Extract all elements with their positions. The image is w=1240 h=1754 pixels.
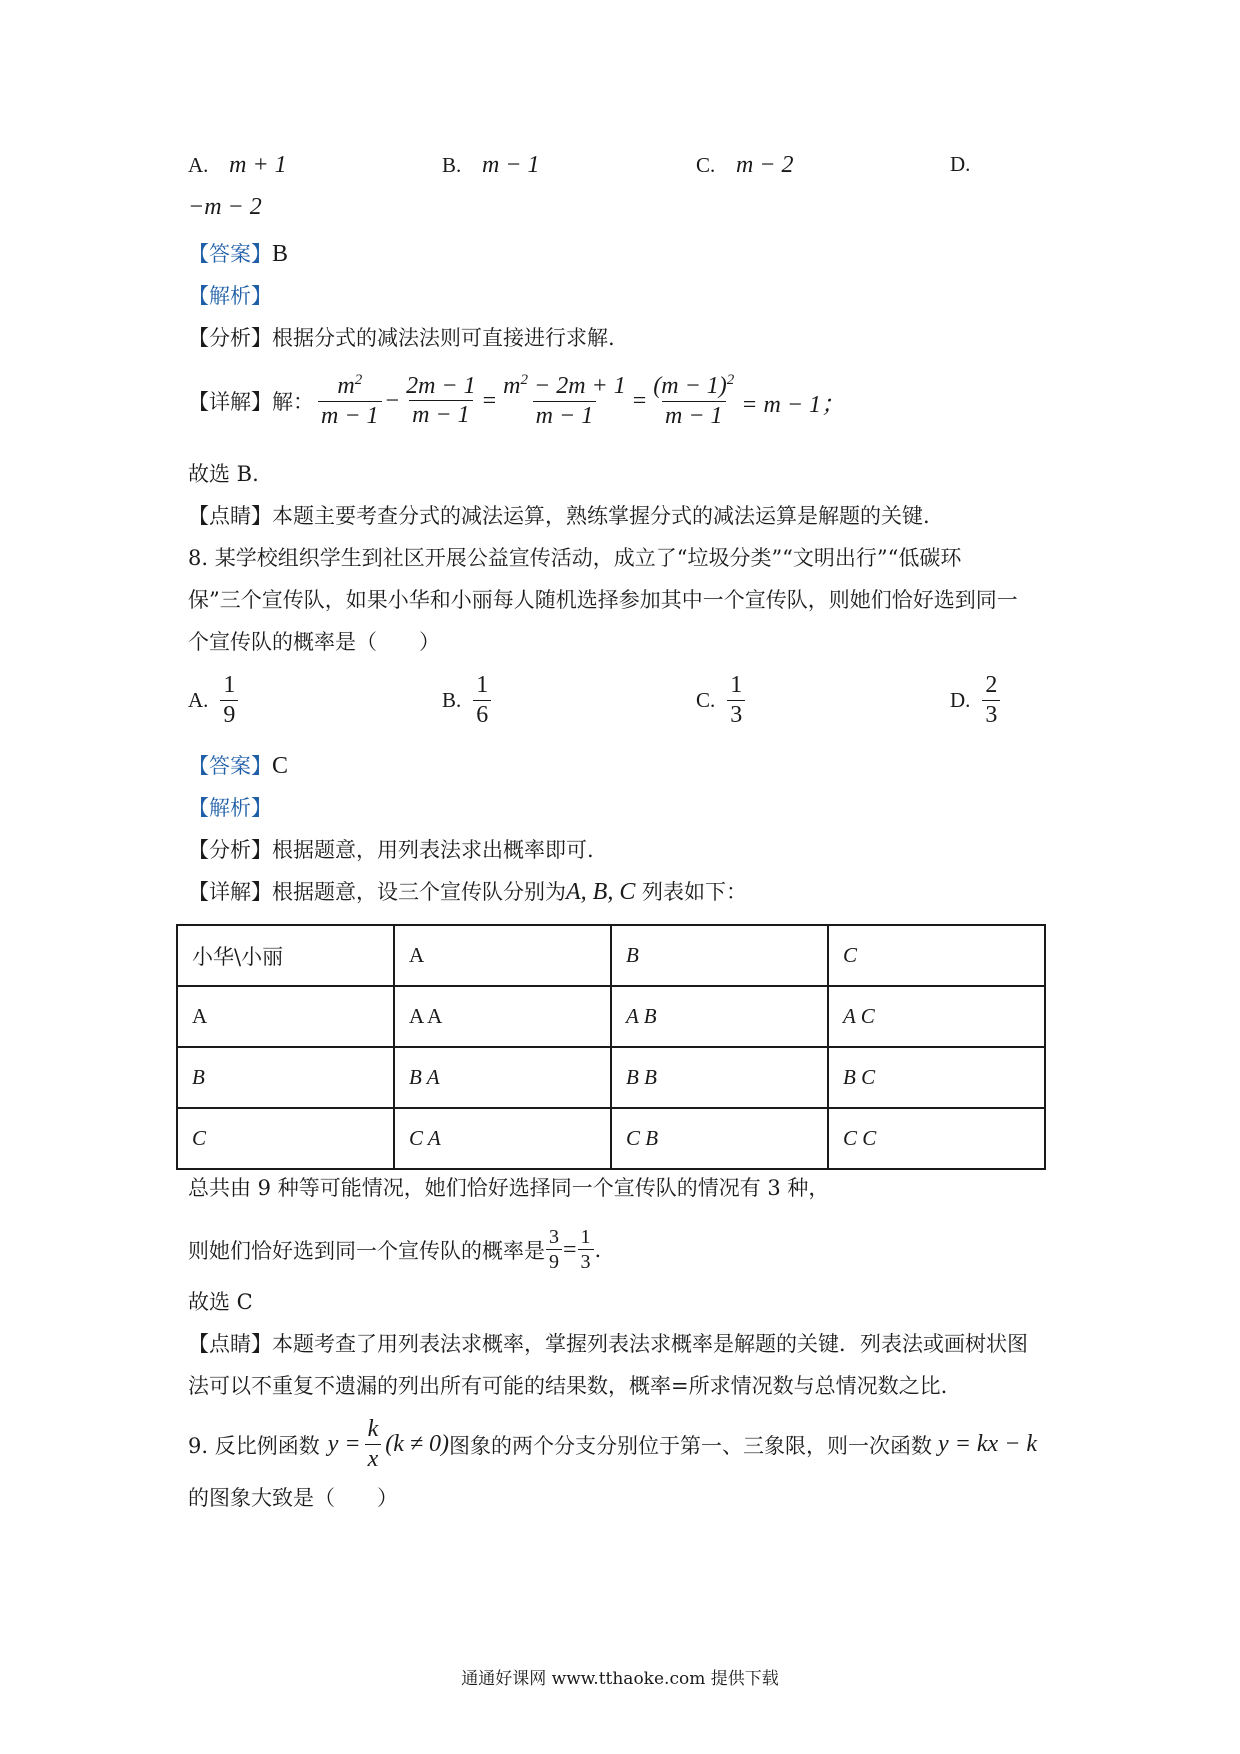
q8-stem-line-3: 个宣传队的概率是（ ） [188, 630, 440, 654]
q8-fenxi-tag: 【分析】 [188, 838, 272, 862]
q7-detail-lead: 解： [272, 390, 314, 415]
q7-fenxi-text: 根据分式的减法法则可直接进行求解. [272, 326, 615, 350]
table-cell: B C [828, 1047, 1045, 1108]
q7-f4-num-sup: 2 [726, 372, 735, 388]
q8-option-d-den: 3 [982, 700, 1000, 730]
q8-option-b [442, 672, 495, 729]
q7-f1-num-sup: 2 [354, 372, 363, 388]
table-cell: A [394, 925, 611, 986]
q8-prob [188, 1226, 601, 1274]
table-cell: A B [611, 986, 828, 1047]
q7-fenxi [188, 322, 615, 352]
table-cell: A C [828, 986, 1045, 1047]
q8-option-a-num: 1 [223, 672, 236, 698]
q7-f1-num: m [337, 373, 355, 399]
q8-detail-vars: A, B, C [566, 879, 636, 905]
q8-detail-text: 根据题意，设三个宣传队分别为 [272, 880, 566, 904]
table-cell: C [828, 925, 1045, 986]
q8-prob-text: 则她们恰好选到同一个宣传队的概率是 [188, 1239, 545, 1263]
table-cell: B B [611, 1047, 828, 1108]
table-cell: B [611, 925, 828, 986]
table-row [177, 1047, 1045, 1108]
q7-option-a-label: A. [188, 153, 209, 177]
q7-f3-num-b: − 2m + 1 [528, 373, 626, 399]
q7-dianjing-tag: 【点睛】 [188, 504, 272, 528]
q7-answer-value: B [272, 241, 289, 267]
q9-stem-line-1 [188, 1416, 1037, 1473]
q8-choose: 故选 C [188, 1290, 253, 1314]
q7-fraction-4 [650, 372, 737, 430]
q7-f3-num-a: m [503, 373, 521, 399]
q7-fraction-3 [500, 372, 629, 430]
q7-option-d-value: −m − 2 [188, 194, 262, 220]
q8-option-c-fraction [727, 672, 745, 729]
q8-dianjing-tag: 【点睛】 [188, 1332, 272, 1356]
q9-f-num: k [367, 1416, 379, 1442]
q9-stem-mid: 图象的两个分支分别位于第一、三象限，则一次函数 [449, 1433, 933, 1458]
q7-f2-num: 2m − 1 [406, 372, 476, 399]
q8-fenxi [188, 834, 594, 864]
q7-option-d-label: D. [950, 152, 971, 176]
q7-option-b [442, 152, 539, 179]
q7-fraction-2 [403, 373, 479, 430]
q8-prob-fraction-1 [546, 1226, 562, 1274]
q7-option-b-label: B. [442, 153, 462, 177]
q8-prob-eq: = [563, 1236, 577, 1263]
q8-option-b-den: 6 [473, 700, 491, 730]
q7-eq1: = [482, 387, 497, 414]
q8-detail-tail: 列表如下： [635, 880, 748, 904]
q9-y-eq: y = [327, 1431, 361, 1458]
q7-f4-num: (m − 1) [653, 373, 727, 399]
table-row [177, 925, 1045, 986]
q7-minus: − [385, 387, 400, 414]
table-cell: A [177, 986, 394, 1047]
q8-answer-value: C [272, 753, 289, 779]
q8-option-d-num: 2 [985, 672, 998, 698]
q8-detail-tag: 【详解】 [188, 880, 272, 904]
q7-choose: 故选 B. [188, 462, 259, 486]
q8-option-c-label: C. [696, 688, 716, 713]
q7-option-a [188, 152, 287, 179]
q7-option-c-label: C. [696, 153, 716, 177]
q8-stem-line-2: 保”三个宣传队，如果小华和小丽每人随机选择参加其中一个宣传队，则她们恰好选到同一 [188, 588, 1018, 612]
q8-option-c-num: 1 [730, 672, 743, 698]
q8-prob-fraction-2 [578, 1226, 594, 1274]
q8-option-d-label: D. [950, 688, 971, 713]
q8-option-a-den: 9 [220, 700, 238, 730]
table-row [177, 1108, 1045, 1169]
q8-option-b-label: B. [442, 688, 462, 713]
q7-detail [188, 372, 845, 430]
q8-option-d [950, 672, 1004, 729]
q8-prob-f2-num: 1 [580, 1226, 591, 1248]
q7-dianjing-text: 本题主要考查分式的减法运算，熟练掌握分式的减法运算是解题的关键. [272, 504, 930, 528]
q8-answer-tag: 【答案】 [188, 754, 272, 778]
q7-f4-den: m − 1 [662, 401, 726, 431]
q8-option-b-fraction [473, 672, 491, 729]
table-row [177, 986, 1045, 1047]
q8-option-b-num: 1 [476, 672, 489, 698]
q7-answer [188, 238, 288, 268]
q7-answer-tag: 【答案】 [188, 242, 272, 266]
table-cell: C [177, 1108, 394, 1169]
q7-option-a-value: m + 1 [229, 152, 287, 178]
page-footer: 通通好课网 www.tthaoke.com 提供下载 [461, 1669, 779, 1689]
table-cell: C A [394, 1108, 611, 1169]
q8-prob-tail: . [594, 1238, 602, 1262]
q7-option-d [950, 152, 970, 177]
q9-f-den: x [365, 1444, 382, 1474]
q7-fenxi-tag: 【分析】 [188, 326, 272, 350]
outcome-table [176, 924, 1046, 1170]
q7-f3-num-sup: 2 [520, 372, 528, 388]
q8-stem-line-1: 8. 某学校组织学生到社区开展公益宣传活动，成立了“垃圾分类”“文明出行”“低碳环 [188, 546, 962, 570]
table-cell: B [177, 1047, 394, 1108]
table-cell: B A [394, 1047, 611, 1108]
q7-eq2: = [632, 387, 647, 414]
q8-option-a-label: A. [188, 688, 209, 713]
q8-total: 总共由 9 种等可能情况，她们恰好选择同一个宣传队的情况有 3 种， [188, 1176, 830, 1200]
q8-prob-f1-num: 3 [549, 1226, 559, 1248]
table-cell: C C [828, 1108, 1045, 1169]
q8-detail [188, 876, 747, 906]
q8-prob-f1-den: 9 [546, 1249, 562, 1274]
q9-stem-lead: 9. 反比例函数 [188, 1433, 320, 1458]
table-cell: 小华\小丽 [177, 925, 394, 986]
q7-f2-den: m − 1 [409, 400, 473, 430]
q7-option-c-value: m − 2 [735, 152, 794, 178]
q8-option-c [696, 672, 749, 729]
q7-detail-tag: 【详解】 [188, 390, 272, 415]
q7-detail-tail: = m − 1； [741, 391, 846, 418]
q9-cond: (k ≠ 0) [385, 1431, 450, 1458]
q9-func: y = kx − k [938, 1431, 1038, 1458]
q8-dianjing-text-1: 本题考查了用列表法求概率，掌握列表法求概率是解题的关键．列表法或画树状图 [272, 1332, 1028, 1356]
q7-analysis-tag: 【解析】 [188, 284, 272, 308]
q7-fraction-1 [318, 372, 382, 430]
q7-dianjing [188, 500, 930, 530]
q8-option-c-den: 3 [727, 700, 745, 730]
q7-f3-den: m − 1 [533, 401, 597, 431]
q7-f1-den: m − 1 [318, 401, 382, 431]
q8-fenxi-text: 根据题意，用列表法求出概率即可. [272, 838, 594, 862]
q8-option-a [188, 672, 242, 729]
q9-fraction [365, 1416, 382, 1473]
q8-option-a-fraction [220, 672, 238, 729]
table-cell: C B [611, 1108, 828, 1169]
q7-option-c [696, 152, 793, 179]
q8-analysis-tag: 【解析】 [188, 796, 272, 820]
q8-option-d-fraction [982, 672, 1000, 729]
q8-dianjing-line-1 [188, 1328, 1028, 1358]
q7-option-b-value: m − 1 [481, 152, 540, 178]
table-cell: A A [394, 986, 611, 1047]
q8-answer [188, 750, 288, 780]
q8-dianjing-line-2: 法可以不重复不遗漏的列出所有可能的结果数，概率=所求情况数与总情况数之比. [188, 1374, 948, 1398]
q8-prob-f2-den: 3 [578, 1249, 594, 1274]
q9-stem-line-2: 的图象大致是（ ） [188, 1486, 398, 1510]
